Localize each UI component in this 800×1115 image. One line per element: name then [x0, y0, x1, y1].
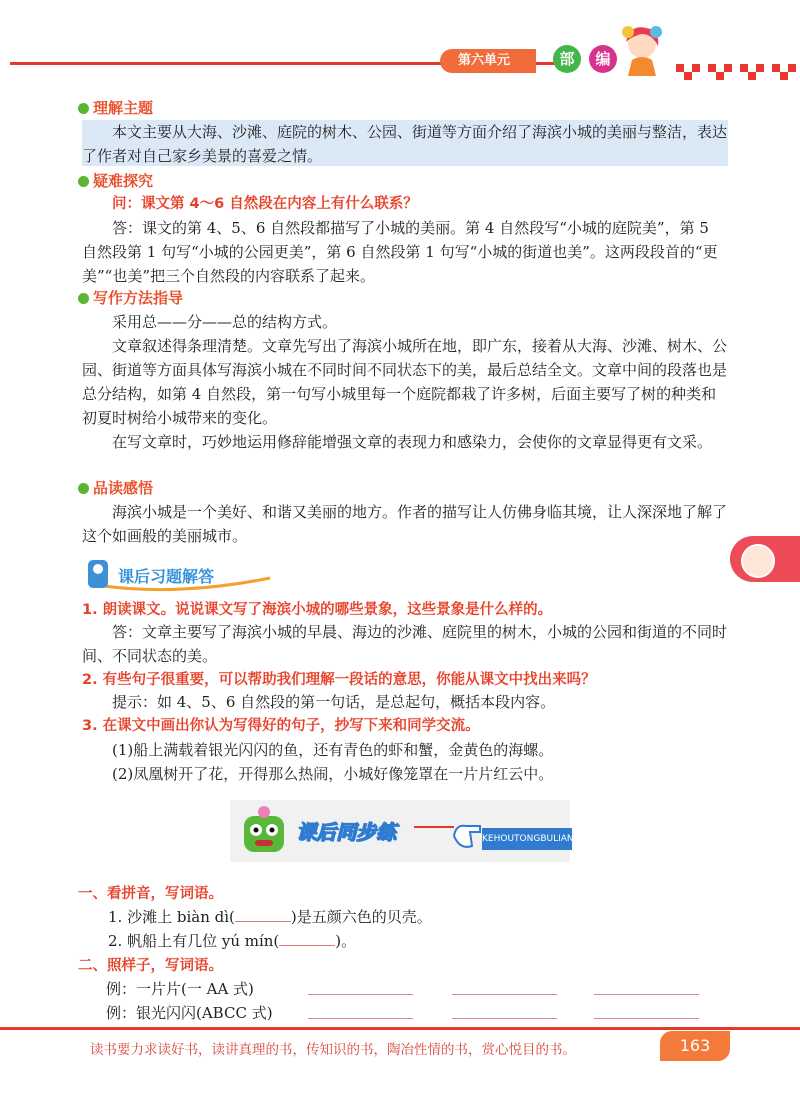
method-p2: 文章叙述得条理清楚。文章先写出了海滨小城所在地，即广东，接着从大海、沙滩、树木、公园、街道等方面具体写海滨小城在不同时间不同状态下的美，最后总结全文。文章中间的段落也是总分结构，如第 4 自然段，第一句写小城里每一个庭院都栽了许多树，后面主要写了树的种类和初夏时树给小城带来的变化。 [82, 337, 728, 427]
practice-banner-subtitle: KEHOUTONGBULIAN [482, 828, 572, 850]
unit-label: 第六单元 [440, 49, 536, 73]
exercise-3-question: 3. 在课文中画出你认为写得好的句子，抄写下来和同学交流。 [82, 718, 480, 734]
exercise-1-question: 1. 朗读课文。说说课文写了海滨小城的哪些景象，这些景象是什么样的。 [82, 602, 553, 618]
difficulty-answer: 答：课文的第 4、5、6 自然段都描写了小城的美丽。第 4 自然段写“小城的庭院美”，第 5 自然段第 1 句写“小城的公园更美”，第 6 自然段第 1 句写“小城的街道也美”。这两段段首的“更美”“也美”把三个自然段的内容联系了起来。 [82, 219, 718, 285]
section-theme-title: 理解主题 [78, 97, 153, 118]
practice-section-1-title: 一、看拼音，写词语。 [78, 886, 223, 902]
answer-line[interactable] [594, 994, 699, 995]
practice-1-item-2: 2. 帆船上有几位 yú mín( )。 [108, 932, 357, 950]
theme-text: 本文主要从大海、沙滩、庭院的树木、公园、街道等方面介绍了海滨小城的美丽与整洁，表达了作者对自己家乡美景的喜爱之情。 [82, 123, 728, 165]
pointing-hand-icon [450, 816, 484, 852]
page-number: 163 [660, 1031, 730, 1061]
answer-blank[interactable] [279, 945, 335, 946]
answer-line[interactable] [308, 994, 413, 995]
answer-line[interactable] [452, 1018, 557, 1019]
exercise-2-answer: 提示：如 4、5、6 自然段的第一句话，是总起句，概括本段内容。 [112, 693, 556, 711]
badge-bu: 部 [553, 45, 581, 73]
monster-mascot-icon [238, 804, 290, 858]
section-appreciation-title: 品读感悟 [78, 477, 153, 498]
practice-2-example-2: 例：银光闪闪(ABCC 式) [106, 1004, 273, 1022]
exercise-1-answer: 答：文章主要写了海滨小城的早晨、海边的沙滩、庭院里的树木，小城的公园和街道的不同时间、不同状态的美。 [82, 623, 728, 665]
section-difficulty-title: 疑难探究 [78, 170, 153, 191]
practice-2-example-1: 例：一片片(一 AA 式) [106, 980, 254, 998]
cartoon-face-icon [741, 544, 775, 578]
exercise-3-answer-2: (2)凤凰树开了花，开得那么热闹，小城好像笼罩在一片片红云中。 [112, 765, 554, 783]
arrow-icon [414, 826, 454, 828]
footer-quote: 读书要力求读好书，读讲真理的书，传知识的书，陶冶性情的书，赏心悦目的书。 [90, 1042, 576, 1058]
difficulty-question: 问：课文第 4～6 自然段在内容上有什么联系？ [112, 196, 418, 212]
section-method-title: 写作方法指导 [78, 287, 183, 308]
practice-1-item-1: 1. 沙滩上 biàn dì( )是五颜六色的贝壳。 [108, 908, 432, 926]
practice-section-2-title: 二、照样子，写词语。 [78, 958, 223, 974]
practice-banner-title: 课后同步练 [296, 820, 396, 844]
exercise-2-question: 2. 有些句子很重要，可以帮助我们理解一段话的意思，你能从课文中找出来吗？ [82, 672, 596, 688]
appreciation-text: 海滨小城是一个美好、和谐又美丽的地方。作者的描写让人仿佛身临其境，让人深深地了解了这个如画般的美丽城市。 [82, 503, 728, 545]
answer-line[interactable] [594, 1018, 699, 1019]
bullet-icon [78, 103, 89, 114]
answer-line[interactable] [452, 994, 557, 995]
method-p3: 在写文章时，巧妙地运用修辞能增强文章的表现力和感染力，会使你的文章显得更有文采。 [112, 433, 713, 451]
exercise-3-answer-1: (1)船上满载着银光闪闪的鱼，还有青色的虾和蟹，金黄色的海螺。 [112, 741, 554, 759]
bullet-icon [78, 483, 89, 494]
cartoon-girl-icon [612, 20, 672, 78]
exercise-banner-title: 课后习题解答 [118, 567, 215, 586]
badge-bian: 编 [589, 45, 617, 73]
answer-blank[interactable] [235, 921, 291, 922]
bullet-icon [78, 176, 89, 187]
method-p1: 采用总——分——总的结构方式。 [112, 313, 338, 331]
footer-rule [0, 1027, 800, 1030]
answer-line[interactable] [308, 1018, 413, 1019]
checker-strip [676, 64, 800, 72]
bullet-icon [78, 293, 89, 304]
